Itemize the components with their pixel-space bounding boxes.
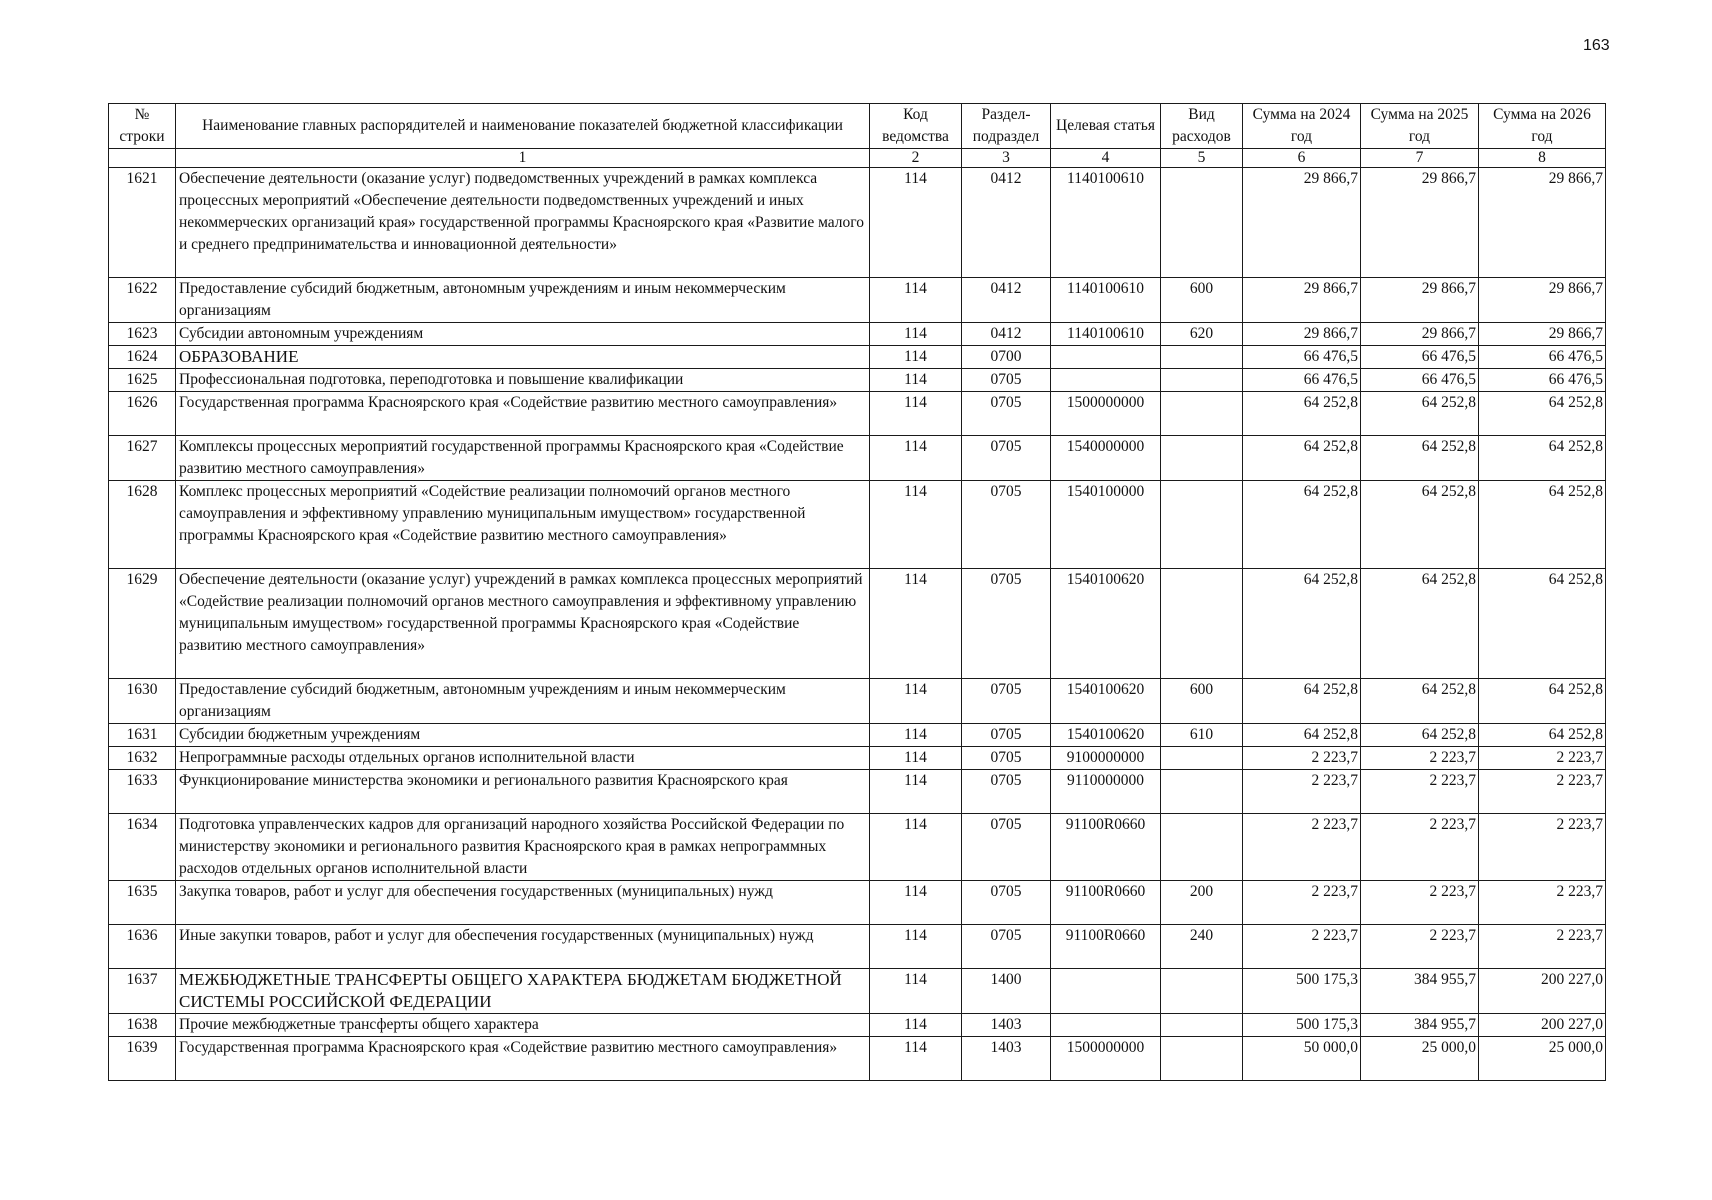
sum-2026: 2 223,7 xyxy=(1479,881,1606,925)
column-number: 6 xyxy=(1243,149,1361,168)
column-number: 8 xyxy=(1479,149,1606,168)
expense-type xyxy=(1161,969,1243,1014)
sum-2026: 200 227,0 xyxy=(1479,969,1606,1014)
sum-2024: 2 223,7 xyxy=(1243,881,1361,925)
sum-2024: 29 866,7 xyxy=(1243,323,1361,346)
sum-2025: 29 866,7 xyxy=(1361,323,1479,346)
row-number: 1626 xyxy=(109,392,176,436)
header-name: Наименование главных распорядителей и наименование показателей бюджетной классификации xyxy=(176,104,870,149)
sum-2025: 66 476,5 xyxy=(1361,346,1479,369)
row-number: 1633 xyxy=(109,770,176,814)
target-article: 1540100620 xyxy=(1051,569,1161,679)
column-number: 5 xyxy=(1161,149,1243,168)
sum-2026: 66 476,5 xyxy=(1479,369,1606,392)
section-code: 0705 xyxy=(962,770,1051,814)
sum-2025: 64 252,8 xyxy=(1361,481,1479,569)
sum-2026: 2 223,7 xyxy=(1479,814,1606,881)
sum-2025: 29 866,7 xyxy=(1361,278,1479,323)
section-code: 0705 xyxy=(962,747,1051,770)
expense-type xyxy=(1161,168,1243,278)
target-article: 9100000000 xyxy=(1051,747,1161,770)
row-number: 1631 xyxy=(109,724,176,747)
dept-code: 114 xyxy=(870,770,962,814)
sum-2026: 2 223,7 xyxy=(1479,747,1606,770)
sum-2026: 29 866,7 xyxy=(1479,323,1606,346)
sum-2024: 66 476,5 xyxy=(1243,346,1361,369)
dept-code: 114 xyxy=(870,747,962,770)
section-code: 1400 xyxy=(962,969,1051,1014)
row-number: 1622 xyxy=(109,278,176,323)
table-row xyxy=(109,323,1606,346)
sum-2025: 66 476,5 xyxy=(1361,369,1479,392)
target-article: 1540000000 xyxy=(1051,436,1161,481)
expense-type xyxy=(1161,747,1243,770)
target-article: 91100R0660 xyxy=(1051,814,1161,881)
column-number xyxy=(109,149,176,168)
row-name: Подготовка управленческих кадров для организаций народного хозяйства Российской Федерации по министерству экономики и регионального развития Красноярского края в рамках непрограммных расходов отдельных органов исполнительной власти xyxy=(176,814,870,881)
sum-2025: 64 252,8 xyxy=(1361,679,1479,724)
row-number: 1628 xyxy=(109,481,176,569)
section-code: 0412 xyxy=(962,323,1051,346)
dept-code: 114 xyxy=(870,278,962,323)
sum-2025: 2 223,7 xyxy=(1361,881,1479,925)
target-article: 91100R0660 xyxy=(1051,925,1161,969)
section-code: 0705 xyxy=(962,814,1051,881)
column-number: 3 xyxy=(962,149,1051,168)
sum-2026: 64 252,8 xyxy=(1479,392,1606,436)
dept-code: 114 xyxy=(870,168,962,278)
row-number: 1632 xyxy=(109,747,176,770)
header-row-number: № строки xyxy=(109,104,176,149)
expense-type xyxy=(1161,1014,1243,1037)
sum-2024: 64 252,8 xyxy=(1243,392,1361,436)
target-article: 1500000000 xyxy=(1051,1037,1161,1081)
row-name: Иные закупки товаров, работ и услуг для обеспечения государственных (муниципальных) нужд xyxy=(176,925,870,969)
column-number: 1 xyxy=(176,149,870,168)
sum-2024: 2 223,7 xyxy=(1243,747,1361,770)
section-code: 0412 xyxy=(962,168,1051,278)
dept-code: 114 xyxy=(870,392,962,436)
row-name: Предоставление субсидий бюджетным, автономным учреждениям и иным некоммерческим организациям xyxy=(176,679,870,724)
row-name: Субсидии бюджетным учреждениям xyxy=(176,724,870,747)
row-name: Комплекс процессных мероприятий «Содействие реализации полномочий органов местного самоуправления и эффективному управлению муниципальным имуществом» государственной программы Красноярского края «Содействие развитию местного самоуправления» xyxy=(176,481,870,569)
row-name: МЕЖБЮДЖЕТНЫЕ ТРАНСФЕРТЫ ОБЩЕГО ХАРАКТЕРА БЮДЖЕТАМ БЮДЖЕТНОЙ СИСТЕМЫ РОССИЙСКОЙ ФЕДЕРАЦИИ xyxy=(176,969,870,1014)
target-article xyxy=(1051,969,1161,1014)
column-number: 7 xyxy=(1361,149,1479,168)
row-number: 1637 xyxy=(109,969,176,1014)
header-sum-2026: Сумма на 2026 год xyxy=(1479,104,1606,149)
expense-type: 600 xyxy=(1161,679,1243,724)
table-body xyxy=(109,168,1606,1081)
header-sum-2025: Сумма на 2025 год xyxy=(1361,104,1479,149)
sum-2024: 2 223,7 xyxy=(1243,770,1361,814)
table-row xyxy=(109,1037,1606,1081)
header-expense-type: Вид расходов xyxy=(1161,104,1243,149)
section-code: 0412 xyxy=(962,278,1051,323)
target-article xyxy=(1051,346,1161,369)
dept-code: 114 xyxy=(870,481,962,569)
row-name: Функционирование министерства экономики и регионального развития Красноярского края xyxy=(176,770,870,814)
section-code: 0700 xyxy=(962,346,1051,369)
row-number: 1638 xyxy=(109,1014,176,1037)
table-row xyxy=(109,747,1606,770)
target-article xyxy=(1051,369,1161,392)
sum-2025: 25 000,0 xyxy=(1361,1037,1479,1081)
row-number: 1635 xyxy=(109,881,176,925)
target-article: 1540100620 xyxy=(1051,724,1161,747)
row-name: ОБРАЗОВАНИЕ xyxy=(176,346,870,369)
sum-2026: 29 866,7 xyxy=(1479,278,1606,323)
expense-type xyxy=(1161,436,1243,481)
sum-2026: 64 252,8 xyxy=(1479,569,1606,679)
row-name: Обеспечение деятельности (оказание услуг) учреждений в рамках комплекса процессных мероприятий «Содействие реализации полномочий органов местного самоуправления и эффективному управлению муниципальным имуществом» государственной программы Красноярского края «Содействие развитию местного самоуправления» xyxy=(176,569,870,679)
column-number: 2 xyxy=(870,149,962,168)
row-name: Непрограммные расходы отдельных органов исполнительной власти xyxy=(176,747,870,770)
header-target-article: Целевая статья xyxy=(1051,104,1161,149)
target-article: 1140100610 xyxy=(1051,323,1161,346)
table-row xyxy=(109,925,1606,969)
sum-2024: 50 000,0 xyxy=(1243,1037,1361,1081)
row-number: 1624 xyxy=(109,346,176,369)
row-number: 1636 xyxy=(109,925,176,969)
header-dept-code: Код ведомства xyxy=(870,104,962,149)
sum-2026: 64 252,8 xyxy=(1479,436,1606,481)
sum-2026: 66 476,5 xyxy=(1479,346,1606,369)
table-row xyxy=(109,278,1606,323)
section-code: 0705 xyxy=(962,436,1051,481)
dept-code: 114 xyxy=(870,436,962,481)
dept-code: 114 xyxy=(870,881,962,925)
dept-code: 114 xyxy=(870,814,962,881)
target-article: 1140100610 xyxy=(1051,168,1161,278)
table-row xyxy=(109,1014,1606,1037)
section-code: 0705 xyxy=(962,392,1051,436)
sum-2026: 200 227,0 xyxy=(1479,1014,1606,1037)
section-code: 0705 xyxy=(962,881,1051,925)
column-number-row xyxy=(109,149,1606,168)
section-code: 1403 xyxy=(962,1037,1051,1081)
target-article: 91100R0660 xyxy=(1051,881,1161,925)
section-code: 0705 xyxy=(962,569,1051,679)
sum-2025: 29 866,7 xyxy=(1361,168,1479,278)
dept-code: 114 xyxy=(870,346,962,369)
dept-code: 114 xyxy=(870,679,962,724)
sum-2025: 2 223,7 xyxy=(1361,770,1479,814)
target-article xyxy=(1051,1014,1161,1037)
row-name: Обеспечение деятельности (оказание услуг) подведомственных учреждений в рамках комплекса процессных мероприятий «Обеспечение деятельности подведомственных учреждений и иных некоммерческих организаций края» государственной программы Красноярского края «Развитие малого и среднего предпринимательства и инновационной деятельности» xyxy=(176,168,870,278)
dept-code: 114 xyxy=(870,1037,962,1081)
sum-2025: 2 223,7 xyxy=(1361,814,1479,881)
sum-2026: 64 252,8 xyxy=(1479,481,1606,569)
sum-2024: 2 223,7 xyxy=(1243,925,1361,969)
sum-2025: 384 955,7 xyxy=(1361,969,1479,1014)
section-code: 0705 xyxy=(962,724,1051,747)
header-row xyxy=(109,104,1606,149)
expense-type: 600 xyxy=(1161,278,1243,323)
row-number: 1623 xyxy=(109,323,176,346)
expense-type xyxy=(1161,346,1243,369)
row-name: Предоставление субсидий бюджетным, автономным учреждениям и иным некоммерческим организациям xyxy=(176,278,870,323)
dept-code: 114 xyxy=(870,369,962,392)
header-section: Раздел-подраздел xyxy=(962,104,1051,149)
budget-table xyxy=(108,103,1606,1081)
expense-type: 240 xyxy=(1161,925,1243,969)
row-number: 1630 xyxy=(109,679,176,724)
sum-2026: 2 223,7 xyxy=(1479,925,1606,969)
target-article: 1500000000 xyxy=(1051,392,1161,436)
table-row xyxy=(109,969,1606,1014)
sum-2026: 29 866,7 xyxy=(1479,168,1606,278)
section-code: 1403 xyxy=(962,1014,1051,1037)
row-name: Государственная программа Красноярского края «Содействие развитию местного самоуправления» xyxy=(176,1037,870,1081)
row-number: 1634 xyxy=(109,814,176,881)
sum-2025: 2 223,7 xyxy=(1361,747,1479,770)
sum-2026: 25 000,0 xyxy=(1479,1037,1606,1081)
table-row xyxy=(109,814,1606,881)
expense-type xyxy=(1161,392,1243,436)
dept-code: 114 xyxy=(870,1014,962,1037)
sum-2026: 64 252,8 xyxy=(1479,724,1606,747)
expense-type xyxy=(1161,481,1243,569)
sum-2024: 64 252,8 xyxy=(1243,481,1361,569)
row-number: 1629 xyxy=(109,569,176,679)
section-code: 0705 xyxy=(962,925,1051,969)
sum-2026: 2 223,7 xyxy=(1479,770,1606,814)
dept-code: 114 xyxy=(870,569,962,679)
sum-2024: 66 476,5 xyxy=(1243,369,1361,392)
dept-code: 114 xyxy=(870,323,962,346)
expense-type: 610 xyxy=(1161,724,1243,747)
sum-2024: 500 175,3 xyxy=(1243,1014,1361,1037)
sum-2025: 384 955,7 xyxy=(1361,1014,1479,1037)
target-article: 9110000000 xyxy=(1051,770,1161,814)
table-row xyxy=(109,881,1606,925)
sum-2024: 64 252,8 xyxy=(1243,724,1361,747)
target-article: 1540100000 xyxy=(1051,481,1161,569)
sum-2025: 64 252,8 xyxy=(1361,392,1479,436)
section-code: 0705 xyxy=(962,679,1051,724)
expense-type: 620 xyxy=(1161,323,1243,346)
section-code: 0705 xyxy=(962,369,1051,392)
sum-2025: 64 252,8 xyxy=(1361,436,1479,481)
sum-2024: 64 252,8 xyxy=(1243,569,1361,679)
sum-2024: 29 866,7 xyxy=(1243,168,1361,278)
row-name: Профессиональная подготовка, переподготовка и повышение квалификации xyxy=(176,369,870,392)
row-number: 1621 xyxy=(109,168,176,278)
table-row xyxy=(109,770,1606,814)
expense-type: 200 xyxy=(1161,881,1243,925)
table-row xyxy=(109,569,1606,679)
sum-2026: 64 252,8 xyxy=(1479,679,1606,724)
sum-2024: 64 252,8 xyxy=(1243,679,1361,724)
table-row xyxy=(109,679,1606,724)
dept-code: 114 xyxy=(870,925,962,969)
target-article: 1540100620 xyxy=(1051,679,1161,724)
row-number: 1625 xyxy=(109,369,176,392)
table-row xyxy=(109,436,1606,481)
table-row xyxy=(109,369,1606,392)
row-number: 1627 xyxy=(109,436,176,481)
row-name: Закупка товаров, работ и услуг для обеспечения государственных (муниципальных) нужд xyxy=(176,881,870,925)
row-name: Комплексы процессных мероприятий государственной программы Красноярского края «Содействие развитию местного самоуправления» xyxy=(176,436,870,481)
expense-type xyxy=(1161,770,1243,814)
row-name: Государственная программа Красноярского края «Содействие развитию местного самоуправления» xyxy=(176,392,870,436)
sum-2025: 64 252,8 xyxy=(1361,724,1479,747)
expense-type xyxy=(1161,814,1243,881)
row-name: Прочие межбюджетные трансферты общего характера xyxy=(176,1014,870,1037)
table-row xyxy=(109,346,1606,369)
header-sum-2024: Сумма на 2024 год xyxy=(1243,104,1361,149)
table-row xyxy=(109,481,1606,569)
sum-2025: 64 252,8 xyxy=(1361,569,1479,679)
table-row xyxy=(109,168,1606,278)
target-article: 1140100610 xyxy=(1051,278,1161,323)
table-row xyxy=(109,392,1606,436)
expense-type xyxy=(1161,1037,1243,1081)
section-code: 0705 xyxy=(962,481,1051,569)
table-row xyxy=(109,724,1606,747)
row-name: Субсидии автономным учреждениям xyxy=(176,323,870,346)
dept-code: 114 xyxy=(870,724,962,747)
expense-type xyxy=(1161,369,1243,392)
sum-2024: 29 866,7 xyxy=(1243,278,1361,323)
row-number: 1639 xyxy=(109,1037,176,1081)
column-number: 4 xyxy=(1051,149,1161,168)
sum-2024: 500 175,3 xyxy=(1243,969,1361,1014)
page-number: 163 xyxy=(1583,37,1610,54)
sum-2025: 2 223,7 xyxy=(1361,925,1479,969)
expense-type xyxy=(1161,569,1243,679)
dept-code: 114 xyxy=(870,969,962,1014)
sum-2024: 64 252,8 xyxy=(1243,436,1361,481)
sum-2024: 2 223,7 xyxy=(1243,814,1361,881)
